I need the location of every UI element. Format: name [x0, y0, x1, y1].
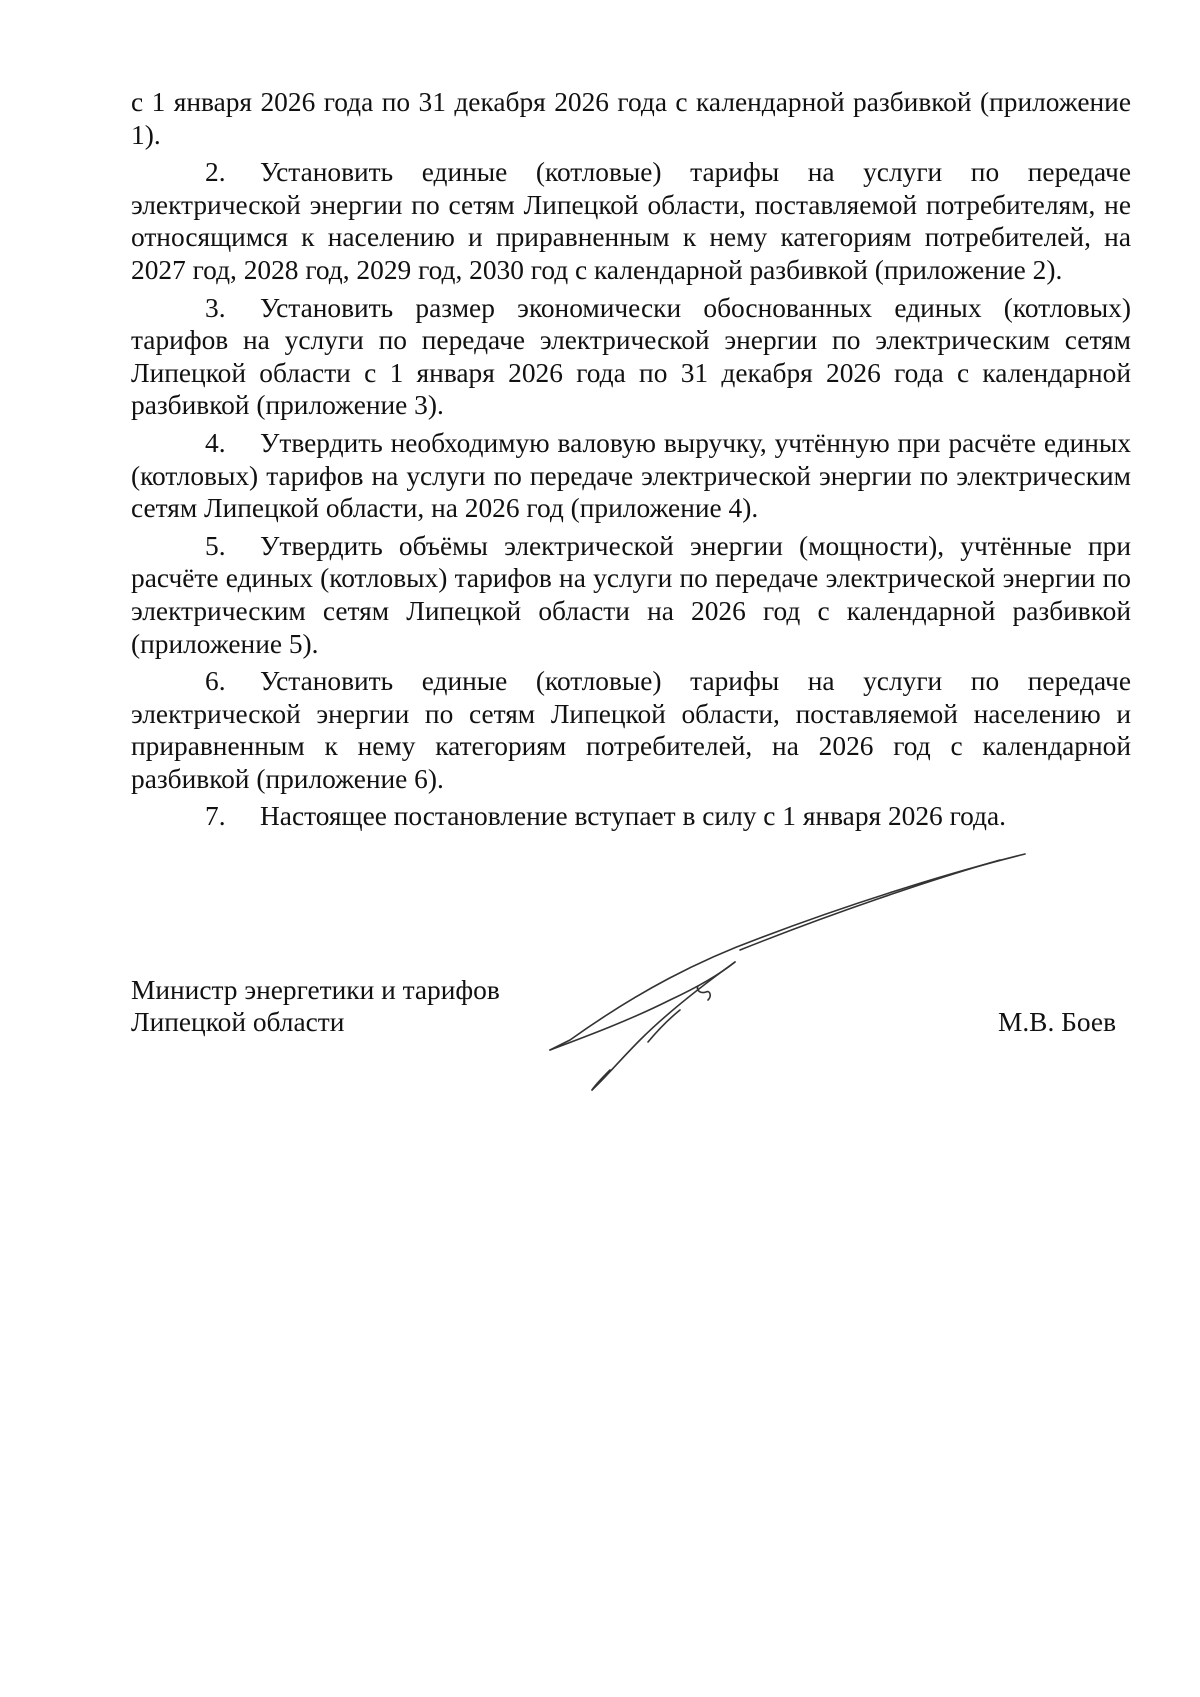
paragraph-text: Установить единые (котловые) тарифы на услуги по передаче электрической энергии по сетям Липецкой области, поставляемой населению и приравненным к нему категориям потребителей, на 2026 год с календарной разбивкой (приложение 6). — [131, 666, 1131, 794]
paragraph-text: Настоящее постановление вступает в силу с 1 января 2026 года. — [260, 801, 1006, 832]
paragraph-item-5 — [131, 530, 1131, 660]
paragraph-number: 7. — [205, 801, 226, 832]
signatory-position-line1: Министр энергетики и тарифов — [131, 975, 500, 1005]
paragraph-text: Установить единые (котловые) тарифы на услуги по передаче электрической энергии по сетям Липецкой области, поставляемой потребителям, не относящимся к населению и приравненным к нему категориям потребителей, на 2027 год, 2028 год, 2029 год, 2030 год с календарной разбивкой (приложение 2). — [131, 157, 1131, 285]
signatory-position-line2: Липецкой области — [131, 1007, 345, 1037]
paragraph-item-2 — [131, 156, 1131, 286]
paragraph-number: 5. — [205, 530, 226, 561]
paragraph-number: 6. — [205, 666, 226, 697]
document-body — [131, 86, 1131, 838]
paragraph-item-7 — [131, 800, 1131, 833]
paragraph-number: 4. — [205, 427, 226, 458]
paragraph-number: 3. — [205, 292, 226, 323]
paragraph-item-3 — [131, 292, 1131, 422]
paragraph-continuation — [131, 86, 1131, 151]
paragraph-text: с 1 января 2026 года по 31 декабря 2026 года с календарной разбивкой (приложение 1). — [131, 87, 1131, 150]
paragraph-text: Установить размер экономически обоснованных единых (котловых) тарифов на услуги по передаче электрической энергии по электрическим сетям Липецкой области с 1 января 2026 года по 31 декабря 2026 года с календарной разбивкой (приложение 3). — [131, 292, 1131, 421]
paragraph-item-6 — [131, 665, 1131, 795]
signatory-position — [131, 974, 500, 1038]
signatory-name: М.В. Боев — [997, 1007, 1116, 1037]
paragraph-number: 2. — [205, 157, 226, 188]
handwritten-signature — [530, 840, 1050, 1100]
paragraph-text: Утвердить необходимую валовую выручку, учтённую при расчёте единых (котловых) тарифов на услуги по передаче электрической энергии по электрическим сетям Липецкой области, на 2026 год (приложение 4). — [131, 427, 1131, 524]
paragraph-item-4 — [131, 427, 1131, 525]
paragraph-text: Утвердить объёмы электрической энергии (мощности), учтённые при расчёте единых (котловых) тарифов на услуги по передаче электрической энергии по электрическим сетям Липецкой области на 2026 год с календарной разбивкой (приложение 5). — [131, 530, 1131, 659]
